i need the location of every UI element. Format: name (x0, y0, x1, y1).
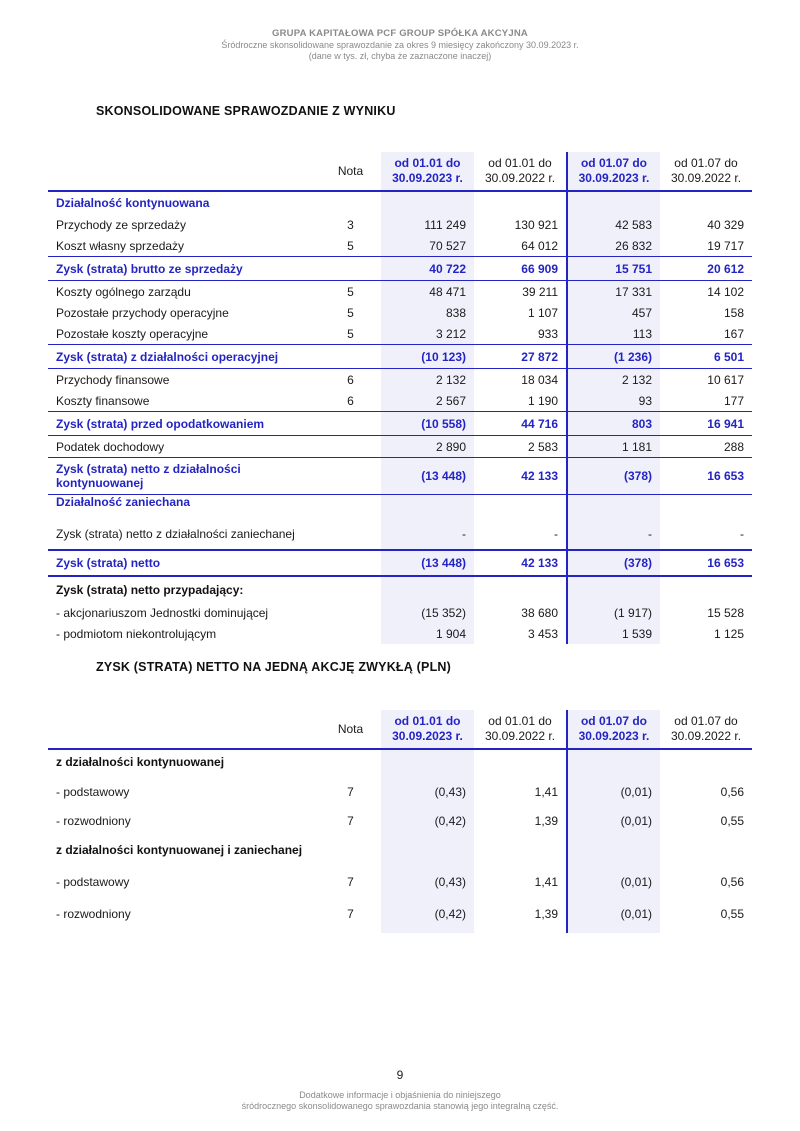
table-row (48, 457, 752, 494)
row-value-2: 1,41 (534, 874, 558, 889)
row-value-2: 130 921 (514, 217, 558, 232)
row-value-3: 17 331 (566, 281, 660, 302)
header-period-text (392, 156, 463, 186)
table-row (48, 390, 752, 411)
header-label-cell (48, 710, 320, 748)
row-value-1: (0,43) (381, 774, 474, 809)
header-period-line1: od 01.07 do (674, 714, 738, 728)
row-value-4 (660, 750, 752, 774)
row-nota: 5 (347, 284, 354, 299)
row-value-2 (474, 495, 566, 518)
row-label: - akcjonariuszom Jednostki dominującej (56, 605, 269, 620)
table-row (48, 190, 752, 214)
header-period-1 (381, 152, 474, 190)
header-nota: Nota (337, 721, 364, 736)
row-value-3: (0,01) (566, 774, 660, 809)
table-header-row (48, 710, 752, 748)
table-row (48, 435, 752, 457)
row-value-3: (378) (566, 551, 660, 575)
header-period-text (485, 156, 555, 186)
row-nota: 5 (347, 305, 354, 320)
row-value-2 (474, 577, 566, 602)
row-label: Pozostałe przychody operacyjne (56, 305, 229, 320)
row-value-1: (0,42) (381, 895, 474, 933)
table-row (48, 832, 752, 868)
table-row (48, 494, 752, 518)
row-value-2 (474, 192, 566, 214)
row-value-3 (566, 192, 660, 214)
row-value-1: (15 352) (381, 602, 474, 623)
row-value-1: 2 567 (381, 390, 474, 411)
row-value-4: 14 102 (707, 284, 744, 299)
row-value-4: 16 653 (707, 469, 744, 483)
row-nota (320, 623, 381, 644)
row-nota: 7 (347, 874, 354, 889)
row-value-3: (378) (566, 458, 660, 494)
row-value-3 (566, 750, 660, 774)
header-period-3 (566, 710, 660, 748)
row-value-1: 40 722 (381, 257, 474, 280)
row-value-2: 42 133 (521, 556, 558, 570)
header-period-2 (474, 710, 566, 748)
row-value-4: 19 717 (707, 238, 744, 253)
row-nota (320, 577, 381, 602)
row-label: Przychody finansowe (56, 372, 170, 387)
row-label: - rozwodniony (56, 907, 131, 921)
row-value-2 (474, 832, 566, 868)
row-value-3: (0,01) (566, 809, 660, 832)
row-value-3: (1 917) (566, 602, 660, 623)
eps-table (48, 710, 752, 933)
row-value-1: 48 471 (381, 281, 474, 302)
row-value-1: (0,43) (381, 868, 474, 895)
row-nota: 3 (347, 217, 354, 232)
row-value-2: 66 909 (521, 261, 558, 276)
header-period-line1: od 01.01 do (394, 714, 461, 728)
row-label: Zysk (strata) brutto ze sprzedaży (56, 261, 243, 276)
row-value-4: 6 501 (713, 349, 744, 364)
row-value-2: 64 012 (521, 238, 558, 253)
table-row (48, 368, 752, 390)
table-row (48, 602, 752, 623)
row-label: Koszty finansowe (56, 393, 150, 408)
row-value-4 (660, 577, 752, 602)
row-value-4: - (740, 526, 744, 541)
header-period-3 (566, 152, 660, 190)
row-value-1: 111 249 (381, 214, 474, 235)
table-row (48, 411, 752, 435)
row-value-4: 16 653 (707, 556, 744, 570)
row-value-2: 1 190 (527, 393, 558, 408)
row-value-3: 113 (566, 323, 660, 344)
header-period-4 (660, 710, 752, 748)
header-period-line1: od 01.07 do (580, 156, 647, 170)
row-value-4: 0,56 (720, 874, 744, 889)
row-value-3: 1 539 (566, 623, 660, 644)
header-period-line2: 30.09.2022 r. (484, 171, 556, 185)
row-label: Zysk (strata) netto z działalności kontynuowanej (56, 462, 241, 490)
row-value-2: 2 583 (527, 439, 558, 454)
header-period-line2: 30.09.2022 r. (670, 729, 742, 743)
page-footer (0, 1068, 800, 1112)
row-label: Podatek dochodowy (56, 439, 165, 454)
report-subtitle: Śródroczne skonsolidowane sprawozdanie za okres 9 miesięcy zakończony 30.09.2023 r. (221, 40, 579, 50)
header-period-line2: 30.09.2022 r. (670, 171, 742, 185)
row-value-2 (474, 750, 566, 774)
row-label: Zysk (strata) z działalności operacyjnej (56, 349, 279, 364)
row-value-3 (566, 832, 660, 868)
footer-note-line1: Dodatkowe informacje i objaśnienia do niniejszego (299, 1090, 501, 1100)
header-period-line2: 30.09.2023 r. (578, 729, 650, 743)
row-value-2: 38 680 (521, 605, 558, 620)
table-row (48, 344, 752, 368)
header-period-line1: od 01.07 do (674, 156, 738, 170)
row-label: Pozostałe koszty operacyjne (56, 326, 209, 341)
header-period-text (579, 714, 650, 744)
row-label: - podstawowy (56, 874, 130, 889)
row-value-4: 0,55 (720, 813, 744, 828)
header-period-line1: od 01.01 do (488, 156, 552, 170)
header-period-2 (474, 152, 566, 190)
table-row (48, 549, 752, 575)
row-value-3: 42 583 (566, 214, 660, 235)
row-nota: 5 (347, 326, 354, 341)
row-value-1 (381, 192, 474, 214)
row-label: Zysk (strata) przed opodatkowaniem (56, 416, 265, 431)
row-nota (320, 345, 381, 368)
row-value-2: 933 (537, 326, 558, 341)
row-label: z działalności kontynuowanej i zaniechanej (56, 843, 303, 857)
header-nota: Nota (337, 163, 364, 178)
table-row (48, 623, 752, 644)
row-value-3: 93 (566, 390, 660, 411)
row-value-4: 0,55 (720, 907, 744, 921)
row-value-2: 42 133 (521, 469, 558, 483)
table-row (48, 214, 752, 235)
row-value-4: 10 617 (707, 372, 744, 387)
row-label: z działalności kontynuowanej (56, 755, 225, 769)
header-period-4 (660, 152, 752, 190)
row-label: - podstawowy (56, 784, 130, 799)
row-value-2: - (554, 526, 558, 541)
header-period-line1: od 01.07 do (580, 714, 647, 728)
table-row (48, 518, 752, 549)
table-row (48, 280, 752, 302)
row-value-3: 803 (566, 412, 660, 435)
row-value-4: 16 941 (707, 416, 744, 431)
table-header-row (48, 152, 752, 190)
row-value-2: 27 872 (521, 349, 558, 364)
row-value-1: 3 212 (381, 323, 474, 344)
row-value-4 (660, 832, 752, 868)
row-nota (320, 257, 381, 280)
row-value-4: 167 (723, 326, 744, 341)
row-value-3: (1 236) (566, 345, 660, 368)
row-value-2: 1,41 (534, 784, 558, 799)
row-value-1 (381, 832, 474, 868)
row-value-4: 0,56 (720, 784, 744, 799)
row-value-2: 1,39 (534, 907, 558, 921)
table-row (48, 895, 752, 933)
row-value-2: 44 716 (521, 416, 558, 431)
row-value-1: 838 (381, 302, 474, 323)
header-period-text (392, 714, 463, 744)
row-nota (320, 750, 381, 774)
header-period-line1: od 01.01 do (488, 714, 552, 728)
row-label: Przychody ze sprzedaży (56, 217, 187, 232)
header-period-line2: 30.09.2023 r. (392, 171, 463, 185)
row-label: - podmiotom niekontrolującym (56, 626, 217, 641)
table-row (48, 235, 752, 256)
row-value-1: - (381, 518, 474, 549)
header-label-cell (48, 152, 320, 190)
row-nota (320, 495, 381, 518)
row-nota (320, 192, 381, 214)
row-label: Koszt własny sprzedaży (56, 238, 185, 253)
row-value-1: (13 448) (381, 551, 474, 575)
header-period-text (579, 156, 650, 186)
header-period-1 (381, 710, 474, 748)
header-period-line2: 30.09.2022 r. (484, 729, 556, 743)
row-value-3: (0,01) (566, 895, 660, 933)
row-value-1: 70 527 (381, 235, 474, 256)
row-label: Zysk (strata) netto przypadający: (56, 582, 244, 597)
units-note: (dane w tys. zł, chyba że zaznaczone inaczej) (308, 51, 492, 61)
row-nota (320, 602, 381, 623)
row-value-2: 3 453 (527, 626, 558, 641)
header-period-line2: 30.09.2023 r. (392, 729, 463, 743)
header-period-text (671, 156, 741, 186)
table-row (48, 302, 752, 323)
income-statement-table (48, 152, 752, 644)
table-row (48, 748, 752, 774)
page-header (0, 28, 800, 62)
row-value-1: 2 890 (381, 436, 474, 457)
table-row (48, 575, 752, 602)
row-value-1 (381, 495, 474, 518)
row-value-4: 15 528 (707, 605, 744, 620)
table-row (48, 868, 752, 895)
row-label: Koszty ogólnego zarządu (56, 284, 191, 299)
row-value-1: 2 132 (381, 369, 474, 390)
header-period-line1: od 01.01 do (394, 156, 461, 170)
company-name: GRUPA KAPITAŁOWA PCF GROUP SPÓŁKA AKCYJNA (272, 28, 528, 39)
row-value-1 (381, 750, 474, 774)
row-value-3: 26 832 (566, 235, 660, 256)
row-value-1: (0,42) (381, 809, 474, 832)
row-label: - rozwodniony (56, 813, 131, 828)
row-value-4: 158 (723, 305, 744, 320)
row-value-4: 40 329 (707, 217, 744, 232)
row-nota: 7 (347, 813, 354, 828)
row-nota: 7 (347, 907, 354, 921)
row-nota: 6 (347, 372, 354, 387)
row-label: Zysk (strata) netto (56, 556, 161, 570)
row-nota (320, 551, 381, 575)
header-period-line2: 30.09.2023 r. (578, 171, 650, 185)
row-label: Zysk (strata) netto z działalności zaniechanej (56, 526, 295, 541)
row-value-4: 177 (723, 393, 744, 408)
footer-note-line2: śródrocznego skonsolidowanego sprawozdania stanowią jego integralną część. (241, 1101, 559, 1111)
row-value-3 (566, 495, 660, 518)
row-value-3: 1 181 (566, 436, 660, 457)
row-nota (320, 458, 381, 494)
row-value-2: 1 107 (527, 305, 558, 320)
table-row (48, 256, 752, 280)
row-label: Działalność zaniechana (56, 495, 191, 509)
row-value-3: 15 751 (566, 257, 660, 280)
header-period-text (485, 714, 555, 744)
row-value-1: (10 558) (381, 412, 474, 435)
table-row (48, 809, 752, 832)
row-value-4: 288 (723, 439, 744, 454)
row-value-4: 20 612 (707, 261, 744, 276)
row-value-1 (381, 577, 474, 602)
row-value-3 (566, 577, 660, 602)
row-value-1: (13 448) (381, 458, 474, 494)
row-nota (320, 436, 381, 457)
header-period-text (671, 714, 741, 744)
row-nota (320, 832, 381, 868)
row-nota (320, 518, 381, 549)
row-value-2: 18 034 (521, 372, 558, 387)
eps-title: ZYSK (STRATA) NETTO NA JEDNĄ AKCJĘ ZWYKŁĄ (PLN) (96, 660, 451, 674)
row-label: Działalność kontynuowana (56, 196, 210, 210)
row-value-3: - (566, 518, 660, 549)
row-value-1: 1 904 (381, 623, 474, 644)
row-value-2: 39 211 (522, 284, 558, 299)
row-value-4: 1 125 (713, 626, 744, 641)
row-nota: 5 (347, 238, 354, 253)
table-row (48, 323, 752, 344)
row-nota (320, 412, 381, 435)
table-row (48, 774, 752, 809)
row-value-3: 457 (566, 302, 660, 323)
row-value-4 (660, 495, 752, 518)
row-nota: 7 (347, 784, 354, 799)
row-value-2: 1,39 (534, 813, 558, 828)
page-number: 9 (396, 1068, 404, 1082)
row-value-1: (10 123) (381, 345, 474, 368)
row-value-4 (660, 192, 752, 214)
row-value-3: 2 132 (566, 369, 660, 390)
row-nota: 6 (347, 393, 354, 408)
row-value-3: (0,01) (566, 868, 660, 895)
income-statement-title: SKONSOLIDOWANE SPRAWOZDANIE Z WYNIKU (96, 104, 396, 118)
